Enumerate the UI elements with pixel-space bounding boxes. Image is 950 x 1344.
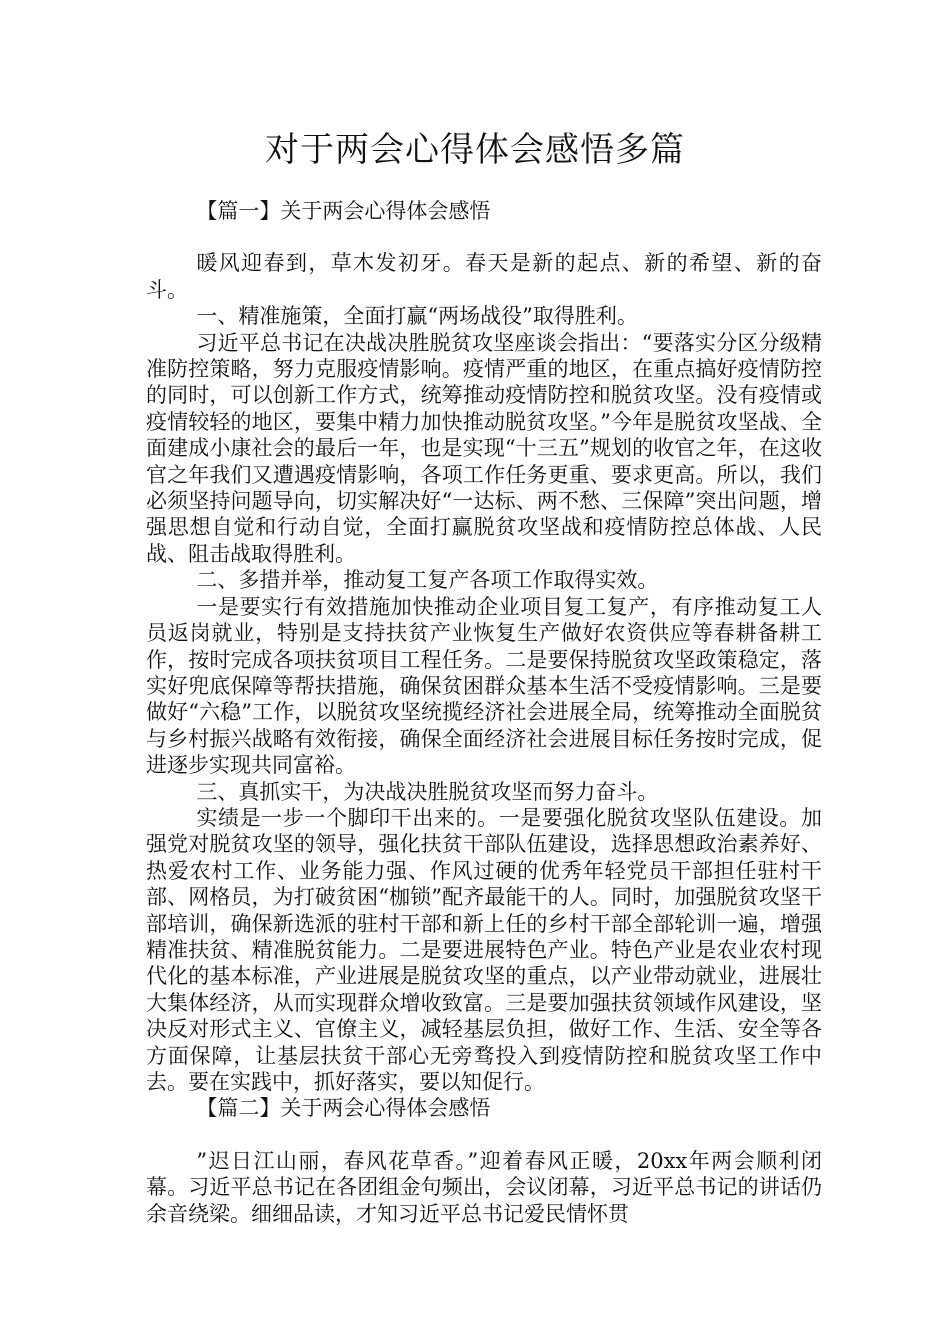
paragraph: ”迟日江山丽，春风花草香。”迎着春风正暖，20xx年两会顺利闭幕。习近平总书记在各团组金句频出，会议闭幕，习近平总书记的讲话仍余音绕梁。细细品读，才知习近平总书记爱民情怀贯 xyxy=(146,1148,822,1226)
paragraph: 三、真抓实干，为决战决胜脱贫攻坚而努力奋斗。 xyxy=(196,779,659,804)
paragraph: 实绩是一步一个脚印干出来的。一是要强化脱贫攻坚队伍建设。加强党对脱贫攻坚的领导，强化扶贫干部队伍建设，选择思想政治素养好、热爱农村工作、业务能力强、作风过硬的优秀年轻党员干部担任驻村干部、网格员，为打破贫困“枷锁”配齐最能干的人。同时，加强脱贫攻坚干部培训，确保新选派的驻村干部和新上任的乡村干部全部轮训一遍，增强精准扶贫、精准脱贫能力。二是要进展特色产业。特色产业是农业农村现代化的基本标准，产业进展是脱贫攻坚的重点，以产业带动就业，进展壮大集体经济，从而实现群众增收致富。三是要加强扶贫领域作风建设，坚决反对形式主义、官僚主义，减轻基层负担，做好工作、生活、安全等各方面保障，让基层扶贫干部心无旁骛投入到疫情防控和脱贫攻坚工作中去。要在实践中，抓好落实，要以知促行。 xyxy=(146,805,822,1094)
document-body xyxy=(146,198,822,1227)
paragraph: 暖风迎春到，草木发初牙。春天是新的起点、新的希望、新的奋斗。 xyxy=(146,251,822,302)
paragraph: 习近平总书记在决战决胜脱贫攻坚座谈会指出：“要落实分区分级精准防控策略，努力克服疫情影响。疫情严重的地区，在重点搞好疫情防控的同时，可以创新工作方式，统筹推动疫情防控和脱贫攻坚。没有疫情或疫情较轻的地区，要集中精力加快推动脱贫攻坚。”今年是脱贫攻坚战、全面建成小康社会的最后一年，也是实现“十三五”规划的收官之年，在这收官之年我们又遭遇疫情影响，各项工作任务更重、要求更高。所以，我们必须坚持问题导向，切实解决好“一达标、两不愁、三保障”突出问题，增强思想自觉和行动自觉，全面打赢脱贫攻坚战和疫情防控总体战、人民战、阻击战取得胜利。 xyxy=(146,330,822,566)
document-title: 对于两会心得体会感悟多篇 xyxy=(265,130,685,170)
paragraph: 一是要实行有效措施加快推动企业项目复工复产，有序推动复工人员返岗就业，特别是支持扶贫产业恢复生产做好农资供应等春耕备耕工作，按时完成各项扶贫项目工程任务。二是要保持脱贫攻坚政策稳定，落实好兜底保障等帮扶措施，确保贫困群众基本生活不受疫情影响。三是要做好“六稳”工作，以脱贫攻坚统揽经济社会进展全局，统筹推动全面脱贫与乡村振兴战略有效衔接，确保全面经济社会进展目标任务按时完成，促进逐步实现共同富裕。 xyxy=(146,594,822,778)
paragraph: 一、精准施策，全面打赢“两场战役”取得胜利。 xyxy=(196,304,638,329)
section-heading: 【篇一】关于两会心得体会感悟 xyxy=(196,199,491,223)
section-heading: 【篇二】关于两会心得体会感悟 xyxy=(196,1096,491,1121)
paragraph: 二、多措并举，推动复工复产各项工作取得实效。 xyxy=(196,568,659,593)
